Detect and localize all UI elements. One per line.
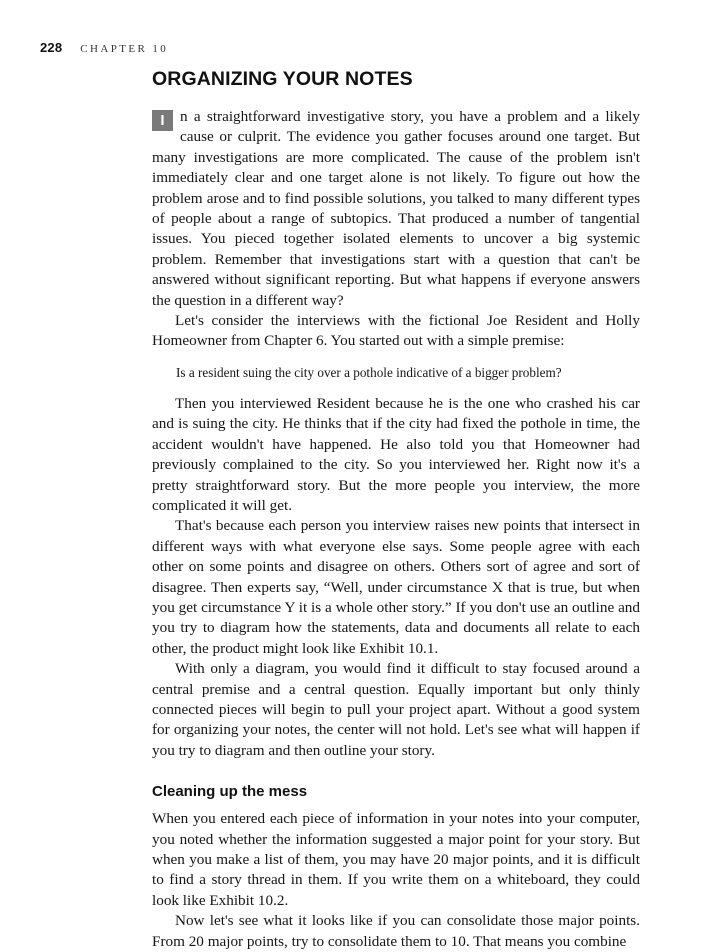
subsection-paragraph-1: When you entered each piece of information in your notes into your computer, you noted whether the information suggested a major point for your story. But when you make a list of them, you may have 20 major points, and it is difficult to find a story thread in them. If you write them on a whiteboard, they could look like Exhibit 10.2. — [152, 810, 640, 909]
body-paragraph-2: Let's consider the interviews with the fictional Joe Resident and Holly Homeowner from Chapter 6. You started out with a simple premise: — [152, 312, 640, 350]
chapter-label: CHAPTER 10 — [80, 43, 169, 55]
subsection-paragraph-2: Now let's see what it looks like if you can consolidate those major points. From 20 major points, try to consolidate them to 10. That means you combine — [152, 912, 640, 950]
body-paragraph-4: That's because each person you interview raises new points that intersect in different ways with what everyone else says. Some people agree with each other on some points and disagree on others. Others sort of agree and sort of disagree. Then experts say, “Well, under circumstance X that is true, but when you get circumstance Y it is a whole other story.” If you don't use an outline and you try to diagram how the statements, data and documents all relate to each other, the product might look like Exhibit 10.1. — [152, 517, 640, 657]
body-paragraph-1 — [152, 107, 640, 311]
section-heading: ORGANIZING YOUR NOTES — [152, 68, 413, 90]
subsection-heading: Cleaning up the mess — [152, 783, 308, 801]
body-paragraph-3: Then you interviewed Resident because he is the one who crashed his car and is suing the city. He thinks that if the city had fixed the pothole in time, the accident wouldn't have happened. He also told you that Homeowner had previously complained to the city. So you interviewed her. Right now it's a pretty straightforward story. But the more people you interview, the more complicated it will get. — [152, 394, 640, 514]
body-paragraph-5: With only a diagram, you would find it difficult to stay focused around a central premise and a central question. Equally important but only thinly connected pieces will begin to pull your project apart. Without a good system for organizing your notes, the center will not hold. Let's see what will happen if you try to diagram and then outline your story. — [152, 660, 640, 759]
body-paragraph-1-text: n a straightforward investigative story, you have a problem and a likely cause or culprit. The evidence you gather focuses around one target. But many investigations are more complicated. The cause of the problem isn't immediately clear and one target alone is not likely. To figure out how the problem arose and to find possible solutions, you talked to many different types of people about a range of subtopics. That produced a number of tangential issues. You pieced together isolated elements to uncover a big systemic problem. Remember that investigations start with a question that can't be answered without significant reporting. But what happens if everyone answers the question in a different way? — [152, 108, 640, 309]
running-head — [40, 40, 168, 55]
premise-question: Is a resident suing the city over a pothole indicative of a bigger problem? — [176, 364, 562, 380]
page-body — [152, 68, 640, 952]
page-number: 228 — [40, 40, 63, 55]
drop-cap: I — [152, 110, 173, 131]
